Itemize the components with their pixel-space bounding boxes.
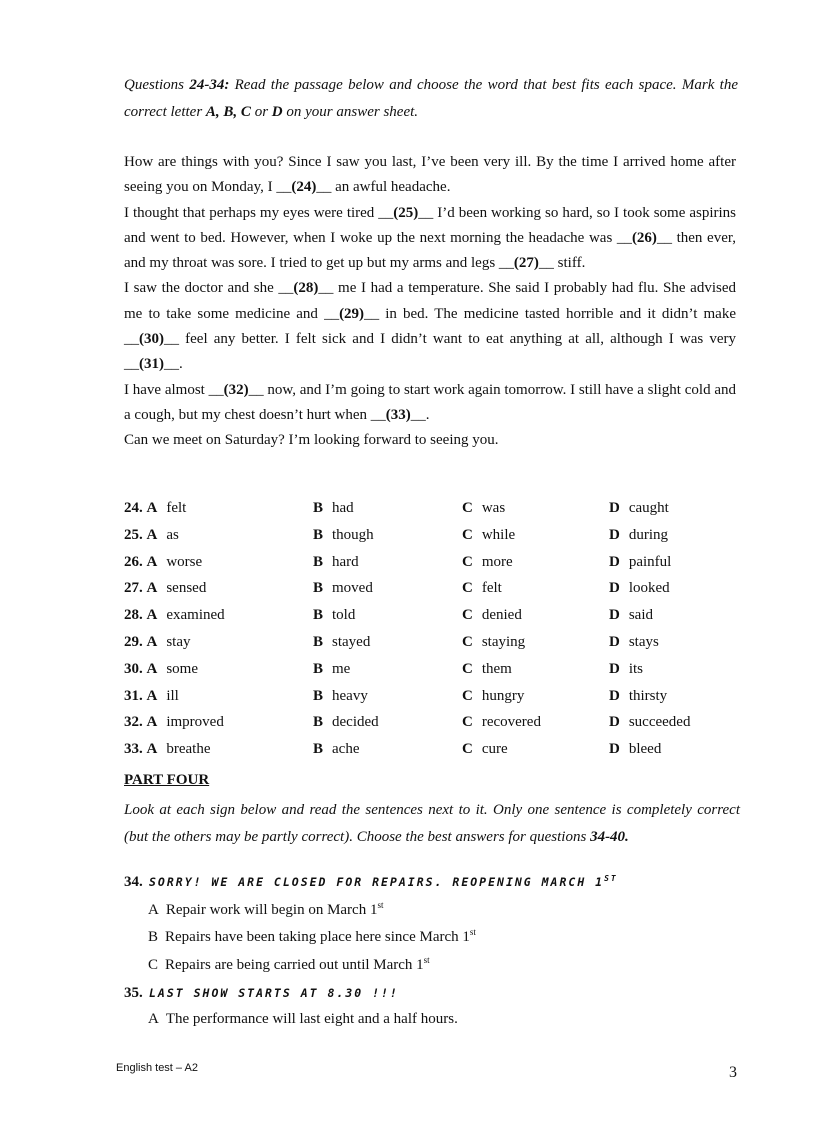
- option-row: [124, 709, 744, 736]
- option-c: [462, 736, 508, 763]
- question-number: 31.: [124, 687, 143, 704]
- option-d: [609, 522, 668, 549]
- option-word: some: [166, 660, 199, 677]
- option-d: [609, 602, 653, 629]
- option-letter: A: [146, 607, 158, 624]
- option-d: [609, 709, 690, 736]
- option-word: though: [332, 526, 374, 543]
- option-word: felt: [166, 500, 187, 516]
- option-letter: D: [609, 687, 620, 704]
- option-letter: A: [146, 580, 158, 597]
- option-word: denied: [481, 607, 522, 624]
- option-row: [124, 629, 744, 656]
- option-letter: B: [313, 500, 324, 516]
- option-d: [609, 495, 669, 522]
- gap-25: (25): [393, 204, 419, 221]
- option-letter: B: [313, 633, 324, 650]
- part-four-title: PART FOUR: [124, 772, 210, 788]
- option-c: [462, 709, 541, 736]
- option-letter: C: [462, 687, 473, 704]
- passage-paragraph-1: How are things with you? Since I saw you last, I’ve been very ill. By the time I arrived home after seeing you on Monday, I __(24)__ an awful headache.: [124, 154, 736, 196]
- option-letter: C: [462, 741, 473, 758]
- question-number: 26.: [124, 553, 143, 570]
- option-c: [462, 575, 502, 602]
- instr-text: Read the passage below and choose the word that best fits each space. Mark the correct letter: [124, 77, 739, 120]
- instr-letters: A, B, C: [205, 104, 251, 120]
- option-word: worse: [166, 553, 203, 570]
- option-a: [124, 522, 179, 549]
- question-number: 32.: [124, 714, 143, 731]
- option-a: [124, 495, 186, 522]
- footer-title: English test – A2: [116, 1062, 198, 1074]
- option-word: had: [332, 500, 354, 516]
- option-a: [124, 602, 225, 629]
- option-word: ill: [166, 687, 179, 704]
- question-35-sign: [124, 985, 399, 1002]
- question-34-sign: [124, 874, 618, 891]
- option-word: breathe: [166, 741, 211, 758]
- option-b: [313, 683, 368, 710]
- option-d: [609, 549, 671, 576]
- option-b: [313, 602, 355, 629]
- option-letter: D: [609, 553, 620, 570]
- option-word: recovered: [481, 714, 541, 731]
- gap-28: (28): [293, 280, 319, 297]
- option-row: [124, 683, 744, 710]
- option-letter: D: [609, 660, 620, 677]
- question-number: 34.: [124, 874, 143, 890]
- sign-text: LAST SHOW STARTS AT 8.30 !!!: [149, 986, 399, 1000]
- instr-or: or: [250, 104, 272, 120]
- passage-paragraph-5: Can we meet on Saturday? I’m looking forward to seeing you.: [124, 432, 499, 449]
- option-letter: C: [462, 660, 473, 677]
- option-letter: B: [313, 714, 324, 731]
- option-word: heavy: [332, 687, 368, 704]
- question-number: 27.: [124, 580, 143, 597]
- option-b: [313, 629, 370, 656]
- gap-29: (29): [339, 305, 365, 322]
- option-letter: B: [313, 553, 324, 570]
- instr-text-end: on your answer sheet.: [282, 104, 419, 120]
- option-letter: C: [462, 553, 473, 570]
- option-a: [124, 629, 191, 656]
- question-number: 29.: [124, 633, 143, 650]
- option-letter: A: [146, 660, 158, 677]
- answer-34-a: A Repair work will begin on March 1st: [148, 900, 384, 918]
- option-row: [124, 602, 744, 629]
- option-word: said: [628, 607, 654, 624]
- option-a: [124, 683, 179, 710]
- option-c: [462, 522, 515, 549]
- question-number: 24.: [124, 500, 143, 516]
- option-word: me: [332, 660, 351, 677]
- option-letter: D: [609, 526, 620, 543]
- option-letter: A: [146, 500, 158, 516]
- option-b: [313, 709, 379, 736]
- option-b: [313, 495, 354, 522]
- option-letter: C: [462, 580, 473, 597]
- option-word: hungry: [481, 687, 525, 704]
- option-row: [124, 495, 744, 522]
- option-word: caught: [628, 500, 669, 516]
- option-letter: C: [462, 633, 473, 650]
- option-word: hard: [332, 553, 359, 570]
- gap-33: (33): [385, 406, 411, 423]
- instr-letter-d: D: [271, 104, 283, 120]
- option-d: [609, 656, 643, 683]
- option-word: as: [166, 526, 179, 543]
- instr-range: 24-34:: [189, 77, 230, 93]
- option-letter: D: [609, 741, 620, 758]
- answer-34-c: C Repairs are being carried out until March 1st: [148, 955, 430, 973]
- option-d: [609, 629, 659, 656]
- option-b: [313, 549, 359, 576]
- option-letter: B: [313, 580, 324, 597]
- option-letter: A: [146, 741, 158, 758]
- option-letter: D: [609, 633, 620, 650]
- option-c: [462, 602, 522, 629]
- passage-paragraph-3: I saw the doctor and she __(28)__ me I had a temperature. She said I probably had flu. She advised me to take some medicine and __(29)__ in bed. The medicine tasted horrible and it didn’t make __(30)__ feel any better. I felt sick and I didn’t want to eat anything at all, although I was very __(31)__.: [124, 280, 736, 373]
- question-number: 30.: [124, 660, 143, 677]
- option-a: [124, 709, 224, 736]
- option-word: examined: [166, 607, 225, 624]
- gap-24: (24): [291, 179, 317, 196]
- option-word: decided: [332, 714, 379, 731]
- option-row: [124, 549, 744, 576]
- gap-31: (31): [139, 356, 164, 373]
- option-word: staying: [481, 633, 526, 650]
- option-word: looked: [628, 580, 670, 597]
- option-letter: A: [146, 687, 158, 704]
- reading-passage: [124, 150, 736, 454]
- option-letter: B: [313, 607, 324, 624]
- option-letter: C: [462, 714, 473, 731]
- option-c: [462, 629, 525, 656]
- option-letter: A: [146, 714, 158, 731]
- gap-30: (30): [139, 331, 164, 348]
- option-d: [609, 575, 670, 602]
- option-a: [124, 575, 206, 602]
- option-letter: D: [609, 607, 620, 624]
- option-letter: B: [313, 526, 324, 543]
- option-word: improved: [166, 714, 224, 731]
- option-word: its: [628, 660, 644, 677]
- option-word: stay: [166, 633, 191, 650]
- option-letter: B: [313, 660, 324, 677]
- option-d: [609, 736, 661, 763]
- passage-paragraph-2: I thought that perhaps my eyes were tired __(25)__ I’d been working so hard, so I took some aspirins and went to bed. However, when I woke up the next morning the headache was __(26)__ then ever, and my throat was sore. I tried to get up but my arms and legs __(27)__ stiff.: [124, 204, 736, 272]
- option-letter: C: [462, 500, 473, 516]
- option-word: ache: [332, 741, 360, 758]
- answer-35-a: A The performance will last eight and a half hours.: [148, 1011, 458, 1027]
- option-word: more: [481, 553, 513, 570]
- option-letter: D: [609, 500, 620, 516]
- option-row: [124, 522, 744, 549]
- option-letter: D: [609, 714, 620, 731]
- option-c: [462, 656, 512, 683]
- option-letter: A: [146, 526, 158, 543]
- option-letter: C: [462, 526, 473, 543]
- option-word: while: [481, 526, 516, 543]
- option-a: [124, 736, 210, 763]
- option-word: stays: [628, 633, 659, 650]
- option-word: thirsty: [628, 687, 668, 704]
- option-word: moved: [332, 580, 373, 597]
- answer-options-table: [124, 495, 744, 763]
- option-word: them: [481, 660, 512, 677]
- part-four-instructions: Look at each sign below and read the sentences next to it. Only one sentence is completely correct (but the others may be partly correct). Choose the best answers for questions 34-40.: [124, 802, 740, 845]
- question-number: 33.: [124, 741, 143, 758]
- option-row: [124, 575, 744, 602]
- option-b: [313, 736, 360, 763]
- option-a: [124, 656, 198, 683]
- option-b: [313, 575, 373, 602]
- option-c: [462, 549, 513, 576]
- option-word: cure: [481, 741, 508, 758]
- option-b: [313, 656, 350, 683]
- option-word: sensed: [166, 580, 207, 597]
- gap-26: (26): [631, 229, 657, 246]
- passage-paragraph-4: I have almost __(32)__ now, and I’m going to start work again tomorrow. I still have a slight cold and a cough, but my chest doesn’t hurt when __(33)__.: [124, 381, 736, 423]
- instr-lead: Questions: [124, 77, 190, 93]
- option-letter: A: [146, 553, 158, 570]
- option-word: during: [628, 526, 669, 543]
- part-four-range: 34-40.: [590, 829, 629, 845]
- option-row: [124, 736, 744, 763]
- option-word: stayed: [332, 633, 371, 650]
- answer-34-b: B Repairs have been taking place here since March 1st: [148, 927, 476, 945]
- question-number: 25.: [124, 526, 143, 543]
- gap-27: (27): [513, 255, 539, 272]
- option-word: succeeded: [628, 714, 691, 731]
- option-word: was: [481, 500, 506, 516]
- option-word: bleed: [628, 741, 662, 758]
- option-letter: C: [462, 607, 473, 624]
- gap-32: (32): [223, 381, 249, 398]
- option-letter: B: [313, 687, 324, 704]
- option-c: [462, 683, 524, 710]
- option-letter: B: [313, 741, 324, 758]
- option-c: [462, 495, 505, 522]
- page-number: 3: [729, 1064, 737, 1081]
- option-word: painful: [628, 553, 672, 570]
- option-word: felt: [481, 580, 502, 597]
- option-a: [124, 549, 202, 576]
- option-letter: D: [609, 580, 620, 597]
- option-letter: A: [146, 633, 158, 650]
- question-number: 35.: [124, 985, 143, 1001]
- option-word: told: [332, 607, 356, 624]
- sign-text: SORRY! WE ARE CLOSED FOR REPAIRS. REOPENING MARCH 1ST: [149, 874, 618, 889]
- option-row: [124, 656, 744, 683]
- option-d: [609, 683, 667, 710]
- instructions-questions-24-34: [124, 72, 738, 126]
- option-b: [313, 522, 374, 549]
- question-number: 28.: [124, 607, 143, 624]
